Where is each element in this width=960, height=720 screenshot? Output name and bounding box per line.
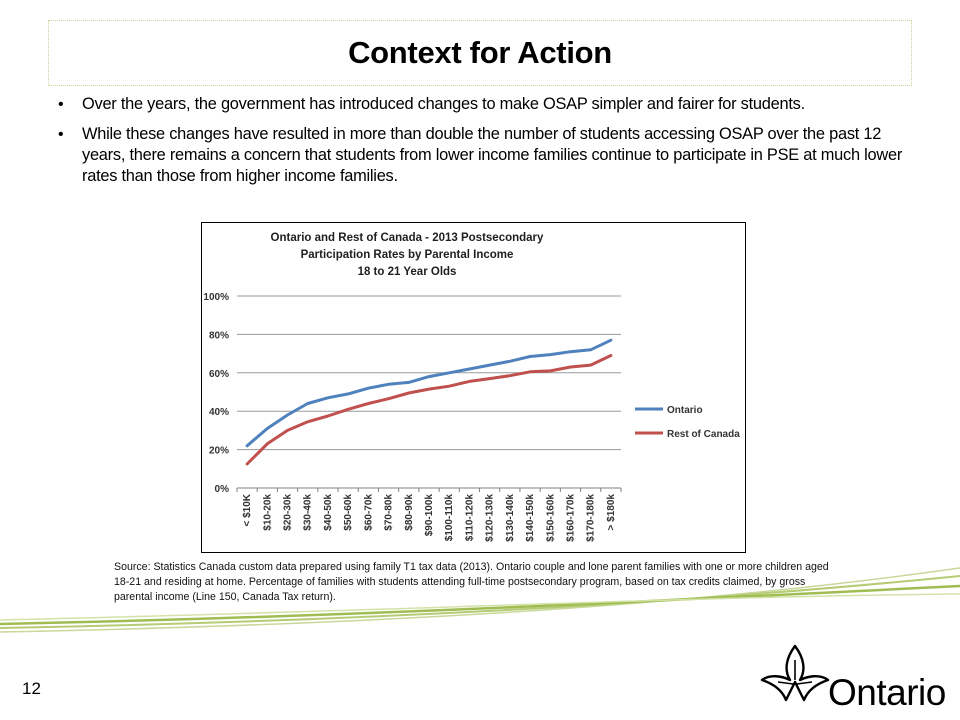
bullet-symbol: • <box>58 126 64 143</box>
x-tick-label: $160-170k <box>565 494 577 542</box>
bullet-text: Over the years, the government has introduced changes to make OSAP simpler and fairer for students. <box>82 95 805 113</box>
x-tick-label: $30-40k <box>302 494 314 531</box>
bullet-item <box>58 94 908 115</box>
x-tick-label: $100-110k <box>444 494 456 542</box>
bullet-list <box>58 94 908 196</box>
x-tick-label: $120-130k <box>484 494 496 542</box>
legend-label: Ontario <box>667 405 703 416</box>
chart-title-line: 18 to 21 Year Olds <box>357 266 457 278</box>
page-number: 12 <box>22 679 41 698</box>
x-tick-label: $130-140k <box>504 494 516 542</box>
y-tick-label: 60% <box>208 368 229 380</box>
chart-title-line: Ontario and Rest of Canada - 2013 Postsecondary <box>270 232 544 244</box>
y-tick-label: 20% <box>208 445 229 457</box>
bullet-symbol: • <box>58 96 64 113</box>
participation-chart <box>202 223 745 552</box>
x-tick-label: $50-60k <box>343 494 355 531</box>
x-tick-label: < $10K <box>242 494 254 527</box>
source-note: Source: Statistics Canada custom data prepared using family T1 tax data (2013). Ontario couple and lone parent families with one or more children aged 18-21 and residing at home. Percentage of families with students attending full-time postsecondary program, based on tax credits claimed, by gross parental income (Line 150, Canada Tax return). <box>114 561 829 603</box>
x-tick-label: $170-180k <box>585 494 597 542</box>
x-tick-label: $110-120k <box>464 494 476 542</box>
x-tick-label: $80-90k <box>403 494 415 531</box>
y-tick-label: 100% <box>203 292 229 303</box>
x-tick-label: $20-30k <box>282 494 294 531</box>
series-line-ontario <box>247 340 611 446</box>
bullet-item <box>58 124 908 187</box>
y-tick-label: 80% <box>208 330 229 342</box>
x-tick-label: > $180k <box>605 494 617 531</box>
x-tick-label: $140-150k <box>525 494 537 542</box>
title-box <box>48 20 912 86</box>
trillium-logo-icon <box>760 640 830 712</box>
chart-frame <box>201 222 746 553</box>
x-tick-label: $40-50k <box>322 494 334 531</box>
legend-label: Rest of Canada <box>667 429 740 440</box>
x-tick-label: $10-20k <box>262 494 274 531</box>
decorative-swoosh <box>0 560 960 640</box>
ontario-wordmark: Ontario <box>828 672 946 713</box>
y-tick-label: 40% <box>208 407 229 419</box>
x-tick-label: $150-160k <box>545 494 557 542</box>
chart-title-line: Participation Rates by Parental Income <box>300 249 514 261</box>
x-tick-label: $90-100k <box>424 494 435 537</box>
bullet-text: While these changes have resulted in more than double the number of students accessing OSAP over the past 12 years, there remains a concern that students from lower income families continue to participate in PSE at much lower rates than those from higher income families. <box>82 125 903 185</box>
x-tick-label: $70-80k <box>383 494 395 531</box>
series-line-rest-of-canada <box>247 356 611 465</box>
y-tick-label: 0% <box>214 484 229 495</box>
slide-title: Context for Action <box>348 35 612 70</box>
x-tick-label: $60-70k <box>363 494 375 531</box>
